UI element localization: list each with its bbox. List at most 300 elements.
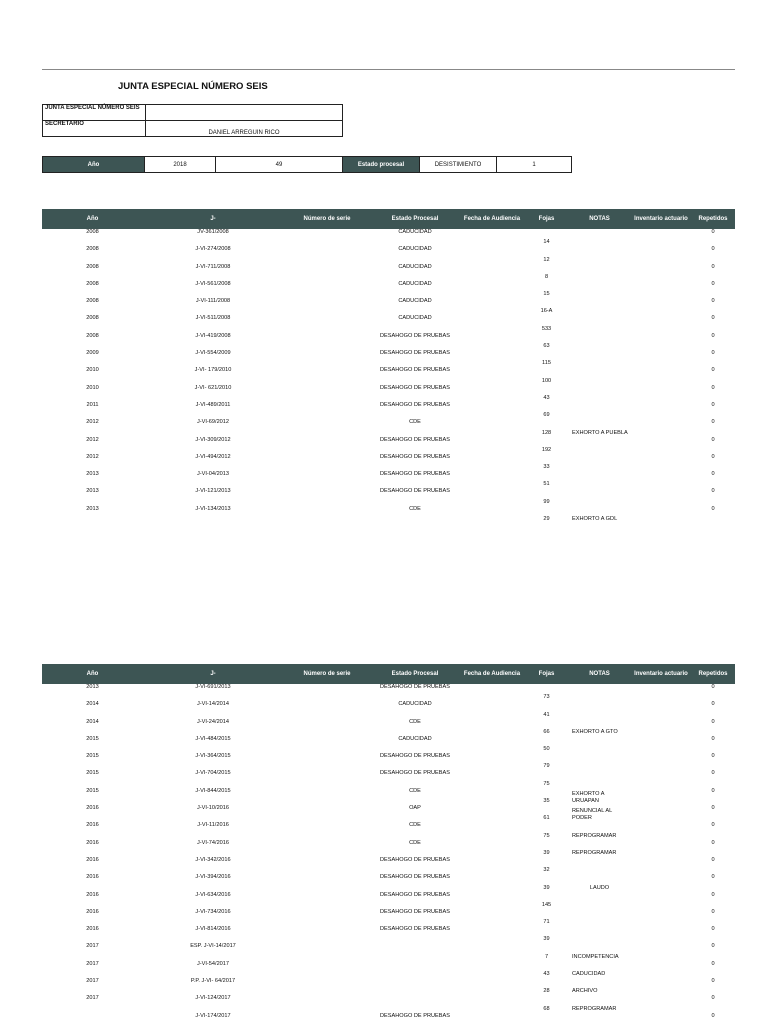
fojas-cell: 28 bbox=[543, 988, 550, 995]
serie-cell bbox=[283, 892, 371, 909]
notas-cell: EXHORTO A URUAPAN bbox=[572, 791, 605, 805]
table-row bbox=[42, 770, 735, 787]
table-row bbox=[42, 978, 735, 995]
fojas-cell: 100 bbox=[541, 377, 552, 384]
inventario-cell bbox=[631, 1013, 691, 1030]
inventario-cell bbox=[631, 909, 691, 926]
j-cell: J-VI-10/2016 bbox=[196, 805, 230, 812]
j-cell: J-VI-134/2013 bbox=[195, 505, 231, 512]
j-cell: J-VI- 179/2010 bbox=[194, 367, 232, 374]
fecha-cell bbox=[459, 943, 525, 960]
table-row bbox=[42, 471, 735, 488]
fecha-cell bbox=[459, 246, 525, 263]
inventario-cell bbox=[631, 333, 691, 350]
fecha-cell bbox=[459, 770, 525, 787]
fojas-cell: 12 bbox=[543, 256, 550, 263]
inventario-cell bbox=[631, 684, 691, 701]
anio-cell: 2009 bbox=[86, 350, 99, 357]
junta-row bbox=[43, 105, 343, 121]
inventario-cell bbox=[631, 419, 691, 436]
fecha-cell bbox=[459, 701, 525, 718]
j-cell: J-VI-704/2015 bbox=[195, 770, 231, 777]
inventario-cell bbox=[631, 350, 691, 367]
col-repetidos-header: Repetidos bbox=[691, 209, 735, 229]
j-cell: J-VI-394/2016 bbox=[195, 874, 231, 881]
notas-cell bbox=[568, 1013, 631, 1030]
inventario-cell bbox=[631, 736, 691, 753]
serie-cell bbox=[283, 822, 371, 839]
repetidos-cell: 0 bbox=[711, 943, 715, 950]
estado-cell: CDE bbox=[409, 718, 421, 725]
j-cell: J-VI-274/2008 bbox=[195, 246, 231, 253]
inventario-cell bbox=[631, 367, 691, 384]
fecha-cell bbox=[459, 385, 525, 402]
fecha-cell bbox=[459, 281, 525, 298]
repetidos-cell: 0 bbox=[711, 453, 715, 460]
notas-cell bbox=[568, 315, 631, 332]
estado-cell: DESAHOGO DE PRUEBAS bbox=[380, 488, 450, 495]
anio-cell: 2015 bbox=[86, 787, 99, 794]
notas-cell bbox=[568, 684, 631, 701]
serie-cell bbox=[283, 909, 371, 926]
inventario-cell bbox=[631, 874, 691, 891]
estado-cell: DESAHOGO DE PRUEBAS bbox=[380, 684, 450, 690]
table-row bbox=[42, 719, 735, 736]
serie-cell bbox=[283, 874, 371, 891]
repetidos-cell: 0 bbox=[711, 874, 715, 881]
fojas-cell: 39 bbox=[543, 936, 550, 943]
j-cell: J-VI-734/2016 bbox=[195, 908, 231, 915]
estado-cell: DESAHOGO DE PRUEBAS bbox=[380, 753, 450, 760]
serie-cell bbox=[283, 350, 371, 367]
j-cell: J-VI-711/2008 bbox=[195, 263, 231, 270]
estado-cell: DESAHOGO DE PRUEBAS bbox=[380, 384, 450, 391]
j-cell: J-VI-309/2012 bbox=[195, 436, 231, 443]
serie-cell bbox=[283, 264, 371, 281]
anio-cell: 2010 bbox=[86, 367, 99, 374]
inventario-cell bbox=[631, 857, 691, 874]
col-anio-header: Año bbox=[42, 209, 143, 229]
fecha-cell bbox=[459, 840, 525, 857]
estado-cell: DESAHOGO DE PRUEBAS bbox=[380, 367, 450, 374]
notas-cell bbox=[568, 471, 631, 488]
notas-cell: RENUNCIAL AL PODER bbox=[572, 808, 612, 822]
notas-cell bbox=[568, 926, 631, 943]
serie-cell bbox=[283, 770, 371, 787]
j-cell: J-VI-54/2017 bbox=[196, 960, 230, 967]
estado-cell: DESAHOGO DE PRUEBAS bbox=[380, 471, 450, 478]
repetidos-cell: 0 bbox=[711, 960, 715, 967]
anio-cell: 2008 bbox=[86, 332, 99, 339]
serie-cell bbox=[283, 805, 371, 822]
repetidos-cell: 0 bbox=[711, 684, 715, 690]
notas-cell bbox=[568, 488, 631, 505]
fecha-cell bbox=[459, 788, 525, 805]
estado-cell: CDE bbox=[409, 419, 421, 426]
fecha-cell bbox=[459, 909, 525, 926]
inventario-cell bbox=[631, 978, 691, 995]
col-anio-header: Año bbox=[42, 664, 143, 684]
col-serie-header: Número de serie bbox=[283, 664, 371, 684]
j-cell: J-VI-634/2016 bbox=[195, 891, 231, 898]
inventario-cell bbox=[631, 840, 691, 857]
fojas-cell: 33 bbox=[543, 464, 550, 471]
fojas-cell: 63 bbox=[543, 343, 550, 350]
notas-cell bbox=[568, 770, 631, 787]
inventario-cell bbox=[631, 488, 691, 505]
table-row bbox=[42, 684, 735, 701]
fojas-cell: 41 bbox=[543, 711, 550, 718]
repetidos-cell: 0 bbox=[711, 263, 715, 270]
anio-cell: 2013 bbox=[86, 471, 99, 478]
j-cell: J-VI-11/2016 bbox=[197, 822, 229, 829]
j-cell: J-VI-69/2012 bbox=[196, 419, 230, 426]
inventario-cell bbox=[631, 281, 691, 298]
j-cell: J-VI-489/2011 bbox=[195, 401, 231, 408]
estado-cell bbox=[371, 943, 459, 960]
anio-cell: 2016 bbox=[86, 839, 99, 846]
filter-anio-label: Año bbox=[43, 157, 145, 172]
table-row bbox=[42, 926, 735, 943]
estado-cell: DESAHOGO DE PRUEBAS bbox=[380, 856, 450, 863]
fojas-cell: 79 bbox=[543, 763, 550, 770]
fojas-cell: 7 bbox=[544, 953, 549, 960]
table-row bbox=[42, 995, 735, 1012]
fecha-cell bbox=[459, 264, 525, 281]
serie-cell bbox=[283, 1013, 371, 1030]
filter-estado-value: DESISTIMIENTO bbox=[420, 157, 497, 172]
estado-cell bbox=[371, 995, 459, 1012]
serie-cell bbox=[283, 978, 371, 995]
anio-cell: 2014 bbox=[86, 718, 99, 725]
j-cell: J-VI-24/2014 bbox=[196, 718, 230, 725]
fecha-cell bbox=[459, 333, 525, 350]
notas-cell bbox=[568, 736, 631, 753]
anio-cell: 2012 bbox=[86, 453, 99, 460]
anio-cell: 2017 bbox=[86, 943, 99, 950]
j-cell: J-VI-111/2008 bbox=[195, 298, 231, 305]
repetidos-cell: 0 bbox=[711, 471, 715, 478]
estado-cell: CDE bbox=[409, 787, 421, 794]
estado-cell: CADUCIDAD bbox=[398, 246, 432, 253]
fojas-cell: 39 bbox=[543, 884, 550, 891]
fojas-cell: 69 bbox=[543, 412, 550, 419]
notas-cell: INCOMPETENCIA bbox=[572, 953, 619, 960]
anio-cell bbox=[42, 1013, 143, 1030]
notas-cell bbox=[568, 402, 631, 419]
inventario-cell bbox=[631, 264, 691, 281]
col-estado-header: Estado Procesal bbox=[371, 664, 459, 684]
fecha-cell bbox=[459, 961, 525, 978]
repetidos-cell: 0 bbox=[711, 995, 715, 1002]
anio-cell: 2016 bbox=[86, 891, 99, 898]
fecha-cell bbox=[459, 874, 525, 891]
estado-cell: DESAHOGO DE PRUEBAS bbox=[380, 908, 450, 915]
fojas-cell: 43 bbox=[543, 394, 550, 401]
repetidos-cell: 0 bbox=[711, 246, 715, 253]
serie-cell bbox=[283, 471, 371, 488]
repetidos-cell: 0 bbox=[711, 401, 715, 408]
notas-cell: LAUDO bbox=[589, 884, 610, 891]
j-cell: J-VI-561/2008 bbox=[195, 280, 231, 287]
anio-cell: 2008 bbox=[86, 315, 99, 322]
repetidos-cell: 0 bbox=[711, 805, 715, 812]
fecha-cell bbox=[459, 315, 525, 332]
col-j-header: J- bbox=[143, 664, 283, 684]
anio-cell: 2015 bbox=[86, 753, 99, 760]
estado-cell: DESAHOGO DE PRUEBAS bbox=[380, 926, 450, 933]
j-cell: J-VI-511/2008 bbox=[195, 315, 231, 322]
table-row bbox=[42, 367, 735, 384]
fecha-cell bbox=[459, 805, 525, 822]
repetidos-cell: 0 bbox=[711, 891, 715, 898]
fojas-cell: 71 bbox=[543, 919, 550, 926]
fecha-cell bbox=[459, 488, 525, 505]
col-j-header: J- bbox=[143, 209, 283, 229]
repetidos-cell: 0 bbox=[711, 787, 715, 794]
notas-cell bbox=[568, 264, 631, 281]
filter-anio-value: 2018 bbox=[145, 157, 216, 172]
fecha-cell bbox=[459, 437, 525, 454]
table-row bbox=[42, 1013, 735, 1030]
anio-cell: 2013 bbox=[86, 684, 99, 690]
serie-cell bbox=[283, 753, 371, 770]
j-cell: J-VI-484/2015 bbox=[195, 735, 231, 742]
serie-cell bbox=[283, 926, 371, 943]
serie-cell bbox=[283, 454, 371, 471]
table-body-1 bbox=[42, 229, 735, 523]
notas-cell: REPROGRAMAR bbox=[572, 832, 617, 839]
inventario-cell bbox=[631, 822, 691, 839]
fojas-cell: 73 bbox=[543, 694, 550, 701]
notas-cell bbox=[568, 229, 631, 246]
info-table bbox=[42, 104, 343, 137]
col-repetidos-header: Repetidos bbox=[691, 664, 735, 684]
table-row bbox=[42, 736, 735, 753]
col-fojas-header: Fojas bbox=[525, 664, 568, 684]
col-fecha-header: Fecha de Audiencia bbox=[459, 664, 525, 684]
anio-cell: 2017 bbox=[86, 978, 99, 985]
repetidos-cell: 0 bbox=[711, 770, 715, 777]
table-row bbox=[42, 281, 735, 298]
header-row bbox=[42, 664, 735, 684]
j-cell: J-VI-121/2013 bbox=[195, 488, 231, 495]
anio-cell: 2008 bbox=[86, 229, 99, 235]
serie-cell bbox=[283, 229, 371, 246]
estado-cell: CADUCIDAD bbox=[398, 315, 432, 322]
table-row bbox=[42, 246, 735, 263]
junta-value bbox=[146, 105, 343, 121]
fecha-cell bbox=[459, 471, 525, 488]
table-row bbox=[42, 805, 735, 822]
anio-cell: 2008 bbox=[86, 246, 99, 253]
repetidos-cell: 0 bbox=[711, 384, 715, 391]
fojas-cell: 16-A bbox=[540, 308, 553, 315]
table-row bbox=[42, 385, 735, 402]
j-cell: J-VI-814/2016 bbox=[195, 926, 231, 933]
estado-cell: CADUCIDAD bbox=[398, 298, 432, 305]
anio-cell: 2016 bbox=[86, 805, 99, 812]
col-inventario-header: Inventario actuario bbox=[631, 664, 691, 684]
inventario-cell bbox=[631, 701, 691, 718]
fecha-cell bbox=[459, 367, 525, 384]
records-table-1 bbox=[42, 209, 735, 523]
fojas-cell: 39 bbox=[543, 849, 550, 856]
inventario-cell bbox=[631, 385, 691, 402]
inventario-cell bbox=[631, 315, 691, 332]
notas-cell bbox=[568, 753, 631, 770]
fojas-cell: 29 bbox=[543, 516, 550, 523]
fojas-cell: 35 bbox=[543, 798, 550, 805]
notas-cell bbox=[568, 333, 631, 350]
estado-cell: CADUCIDAD bbox=[398, 280, 432, 287]
table-row bbox=[42, 961, 735, 978]
inventario-cell bbox=[631, 926, 691, 943]
table-row bbox=[42, 701, 735, 718]
filter-bar bbox=[42, 156, 572, 173]
col-serie-header: Número de serie bbox=[283, 209, 371, 229]
col-fojas-header: Fojas bbox=[525, 209, 568, 229]
notas-cell bbox=[568, 281, 631, 298]
j-cell: J-VI- 621/2010 bbox=[194, 384, 232, 391]
fecha-cell bbox=[459, 229, 525, 246]
estado-cell: DESAHOGO DE PRUEBAS bbox=[380, 891, 450, 898]
repetidos-cell: 0 bbox=[711, 718, 715, 725]
j-cell: J-VI-74/2016 bbox=[196, 839, 230, 846]
table-row bbox=[42, 298, 735, 315]
col-estado-header: Estado Procesal bbox=[371, 209, 459, 229]
table-row bbox=[42, 454, 735, 471]
anio-cell: 2016 bbox=[86, 908, 99, 915]
notas-cell bbox=[568, 857, 631, 874]
serie-cell bbox=[283, 333, 371, 350]
col-notas-header: NOTAS bbox=[568, 209, 631, 229]
estado-cell: CDE bbox=[409, 839, 421, 846]
serie-cell bbox=[283, 857, 371, 874]
table-row bbox=[42, 909, 735, 926]
repetidos-cell: 0 bbox=[711, 839, 715, 846]
serie-cell bbox=[283, 684, 371, 701]
estado-cell: DESAHOGO DE PRUEBAS bbox=[380, 332, 450, 339]
anio-cell: 2015 bbox=[86, 735, 99, 742]
inventario-cell bbox=[631, 471, 691, 488]
serie-cell bbox=[283, 506, 371, 523]
j-cell: ESP. J-VI-14/2017 bbox=[190, 943, 236, 950]
repetidos-cell: 0 bbox=[711, 436, 715, 443]
table-row bbox=[42, 788, 735, 805]
anio-cell: 2008 bbox=[86, 280, 99, 287]
notas-cell: EXHORTO A PUEBLA bbox=[572, 429, 628, 436]
fojas-cell: 75 bbox=[543, 780, 550, 787]
serie-cell bbox=[283, 961, 371, 978]
junta-label: JUNTA ESPECIAL NÚMERO SEIS bbox=[43, 105, 146, 121]
notas-cell: EXHORTO A GDL bbox=[572, 516, 618, 523]
fojas-cell: 15 bbox=[543, 291, 550, 298]
j-cell: J-VI-364/2015 bbox=[195, 753, 231, 760]
filter-estado-count: 1 bbox=[532, 161, 536, 168]
anio-cell: 2012 bbox=[86, 436, 99, 443]
j-cell: J-VI-342/2016 bbox=[195, 856, 231, 863]
notas-cell: EXHORTO A GTO bbox=[572, 728, 618, 735]
fojas-cell: 68 bbox=[543, 1005, 550, 1012]
repetidos-cell: 0 bbox=[711, 1012, 715, 1019]
estado-cell: DESAHOGO DE PRUEBAS bbox=[380, 401, 450, 408]
inventario-cell bbox=[631, 506, 691, 523]
table-row bbox=[42, 315, 735, 332]
j-cell: JV-361/2008 bbox=[197, 229, 229, 235]
notas-cell: ARCHIVO bbox=[572, 988, 598, 995]
table-row bbox=[42, 333, 735, 350]
filter-count-value: 49 bbox=[216, 157, 343, 172]
j-cell: J-VI-04/2013 bbox=[196, 471, 230, 478]
serie-cell bbox=[283, 995, 371, 1012]
col-notas-header: NOTAS bbox=[568, 664, 631, 684]
repetidos-cell: 0 bbox=[711, 367, 715, 374]
inventario-cell bbox=[631, 229, 691, 246]
fecha-cell bbox=[459, 419, 525, 436]
estado-cell: CADUCIDAD bbox=[398, 229, 432, 235]
top-divider bbox=[42, 69, 735, 70]
estado-cell bbox=[371, 978, 459, 995]
repetidos-cell: 0 bbox=[711, 280, 715, 287]
table-row bbox=[42, 419, 735, 436]
estado-cell: CADUCIDAD bbox=[398, 263, 432, 270]
fojas-cell: 192 bbox=[541, 446, 552, 453]
fojas-cell: 8 bbox=[544, 273, 549, 280]
repetidos-cell: 0 bbox=[711, 298, 715, 305]
repetidos-cell: 0 bbox=[711, 350, 715, 357]
notas-cell bbox=[568, 454, 631, 471]
fojas-cell: 99 bbox=[543, 498, 550, 505]
anio-cell: 2008 bbox=[86, 298, 99, 305]
anio-cell: 2017 bbox=[86, 995, 99, 1002]
estado-cell bbox=[371, 961, 459, 978]
notas-cell: REPROGRAMAR bbox=[572, 1005, 617, 1012]
fojas-cell: 14 bbox=[543, 239, 550, 246]
fecha-cell bbox=[459, 454, 525, 471]
serie-cell bbox=[283, 437, 371, 454]
serie-cell bbox=[283, 385, 371, 402]
table-row bbox=[42, 229, 735, 246]
serie-cell bbox=[283, 402, 371, 419]
fecha-cell bbox=[459, 684, 525, 701]
inventario-cell bbox=[631, 961, 691, 978]
repetidos-cell: 0 bbox=[711, 332, 715, 339]
table-row bbox=[42, 874, 735, 891]
fecha-cell bbox=[459, 350, 525, 367]
table-row bbox=[42, 488, 735, 505]
j-cell: J-VI-844/2015 bbox=[195, 787, 231, 794]
secretario-row bbox=[43, 121, 343, 137]
table-row bbox=[42, 264, 735, 281]
table-row bbox=[42, 506, 735, 523]
notas-cell bbox=[568, 350, 631, 367]
estado-cell: DESAHOGO DE PRUEBAS bbox=[380, 874, 450, 881]
j-cell: J-VI-174/2017 bbox=[195, 1012, 231, 1019]
estado-cell: OAP bbox=[409, 805, 421, 812]
fojas-cell: 43 bbox=[543, 971, 550, 978]
anio-cell: 2016 bbox=[86, 874, 99, 881]
col-inventario-header: Inventario actuario bbox=[631, 209, 691, 229]
fojas-cell: 533 bbox=[541, 325, 552, 332]
fojas-cell: 128 bbox=[541, 429, 552, 436]
repetidos-cell: 0 bbox=[711, 978, 715, 985]
filter-estado-label: Estado procesal bbox=[343, 157, 420, 172]
fojas-cell: 50 bbox=[543, 746, 550, 753]
anio-cell: 2011 bbox=[86, 401, 99, 408]
inventario-cell bbox=[631, 892, 691, 909]
j-cell: J-VI-554/2009 bbox=[195, 350, 231, 357]
